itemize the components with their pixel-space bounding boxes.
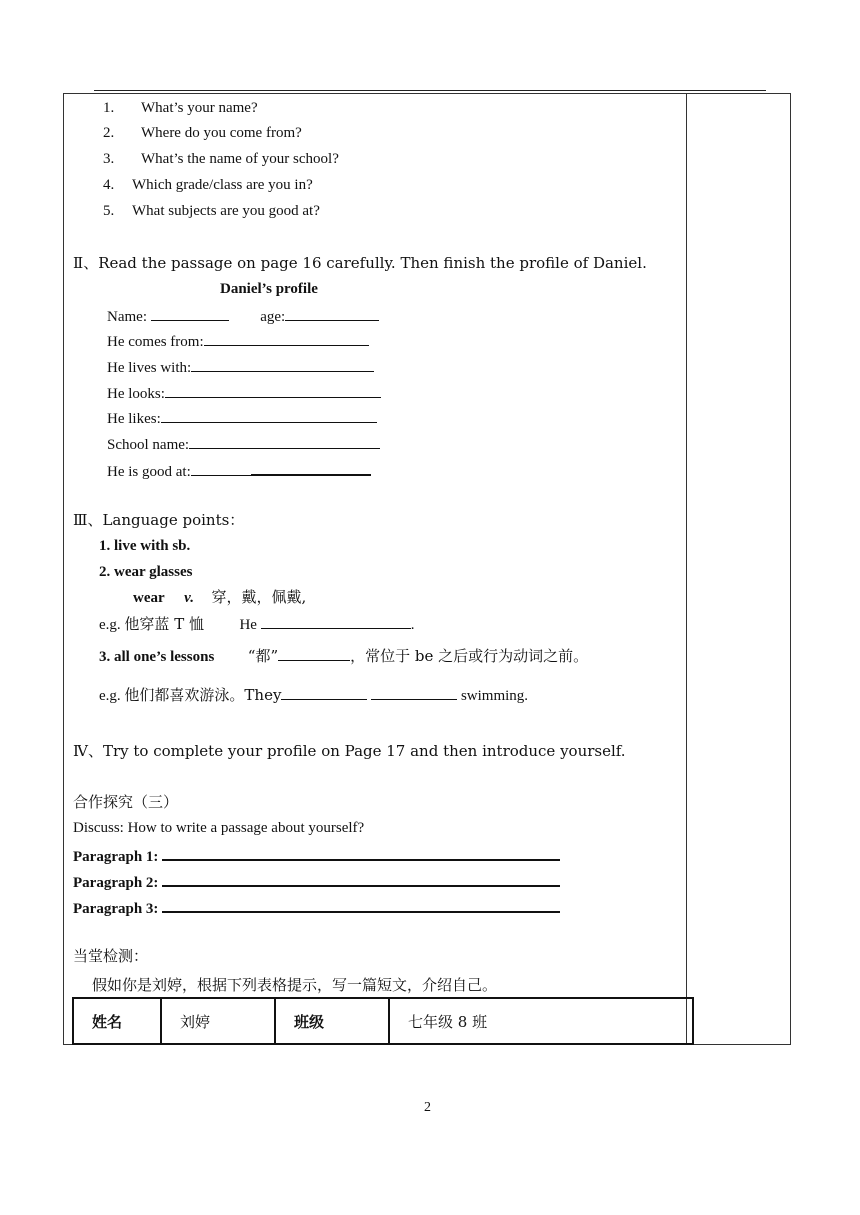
table-row [73,998,693,1044]
class-value-cell: 七年级 8 班 [389,998,693,1044]
example-1-blank[interactable] [261,614,411,629]
paragraph-1-blank[interactable] [162,845,560,861]
cooperate-heading: 合作探究（三） [73,793,179,811]
section-4-heading: Ⅳ、Try to complete your profile on Page 17 and then introduce yourself. [73,742,626,760]
profile-lives-with-row: He lives with: [107,357,374,377]
section-2-heading: Ⅱ、Read the passage on page 16 carefully. Then finish the profile of Daniel. [73,254,647,272]
name-label-cell: 姓名 [73,998,161,1044]
language-point-3: 3. all one’s lessons “都” ，常位于 be 之后或行为动词之前。 [99,647,589,665]
profile-school-row: School name: [107,434,380,454]
question-item: 3. What’s the name of your school? [103,151,339,167]
page-number: 2 [424,1100,431,1115]
age-blank[interactable] [285,306,379,321]
check-heading: 当堂检测： [73,947,149,965]
profile-good-at-row: He is good at: [107,460,371,481]
example-2-blank-1[interactable] [281,685,367,700]
looks-blank[interactable] [165,383,381,398]
info-table [72,997,694,1045]
discuss-prompt: Discuss: How to write a passage about yourself? [73,820,365,836]
header-rule [94,90,766,91]
profile-name-row: Name: age: [107,306,379,326]
paragraph-2-row: Paragraph 2: [73,871,560,892]
check-instruction: 假如你是刘婷，根据下列表格提示，写一篇短文，介绍自己。 [92,976,498,994]
profile-title: Daniel’s profile [220,281,318,297]
good-at-blank[interactable] [191,461,251,476]
wear-definition: wear v. 穿，戴，佩戴, [133,588,307,606]
example-2: e.g. 他们都喜欢游泳。They swimming. [99,686,529,704]
example-1: e.g. 他穿蓝 T 恤 He . [99,615,415,633]
paragraph-1-row: Paragraph 1: [73,845,560,866]
language-point-2: 2. wear glasses [99,564,193,580]
paragraph-2-blank[interactable] [162,871,560,887]
likes-blank[interactable] [161,408,377,423]
question-item: 1. What’s your name? [103,100,258,116]
class-label-cell: 班级 [275,998,389,1044]
question-item: 5. What subjects are you good at? [103,203,320,219]
question-item: 4. Which grade/class are you in? [103,177,313,193]
notes-column-divider [686,93,687,1045]
example-2-blank-2[interactable] [371,685,457,700]
paragraph-3-row: Paragraph 3: [73,897,560,918]
section-3-heading: Ⅲ、Language points： [73,511,245,529]
language-point-1: 1. live with sb. [99,538,191,554]
lives-with-blank[interactable] [191,357,374,372]
comes-from-blank[interactable] [204,331,369,346]
profile-likes-row: He likes: [107,408,377,428]
name-blank[interactable] [151,306,229,321]
point-3-blank[interactable] [278,646,350,661]
name-value-cell: 刘婷 [161,998,275,1044]
question-item: 2. Where do you come from? [103,125,302,141]
paragraph-3-blank[interactable] [162,897,560,913]
profile-looks-row: He looks: [107,383,381,403]
profile-comes-from-row: He comes from: [107,331,369,351]
school-name-blank[interactable] [189,434,380,449]
